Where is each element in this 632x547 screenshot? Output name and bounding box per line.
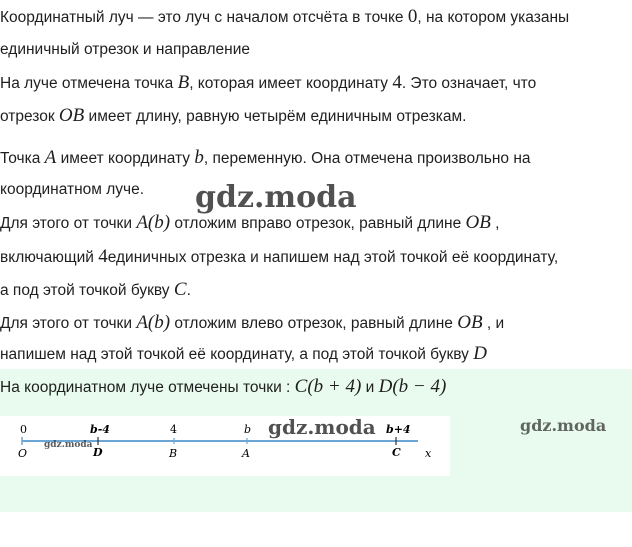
text-line-2: единичный отрезок и направление	[0, 41, 251, 58]
watermark-logo: gdz.moda	[520, 416, 607, 435]
text-line-11: напишем над этой точкой её координату, а под этой точкой букву D	[0, 343, 487, 364]
text-line-1: Координатный луч — это луч с началом отсчёта в точке 0, на котором указаны	[0, 6, 570, 27]
label-B: B	[169, 447, 178, 460]
text-line-10: Для этого от точки A(b) отложим влево отрезок, равный длине OB , и	[0, 312, 505, 333]
text-line-12: На координатном луче отмечены точки : C(b + 4) и D(b − 4)	[0, 376, 447, 397]
label-b-plus-4: b+4	[386, 423, 411, 436]
text-line-8: включающий 4единичных отрезка и напишем над этой точкой её координату,	[0, 246, 559, 267]
text-line-7: Для этого от точки A(b) отложим вправо отрезок, равный длине OB ,	[0, 212, 500, 233]
text-line-6: координатном луче.	[0, 181, 145, 198]
watermark-logo: gdz.moda	[44, 440, 93, 450]
label-b-minus-4: b-4	[90, 423, 110, 436]
label-b: b	[244, 423, 252, 436]
label-C: C	[392, 446, 401, 459]
label-4: 4	[170, 423, 177, 436]
text-line-9: а под этой точкой букву C.	[0, 279, 191, 300]
label-D: D	[93, 446, 103, 459]
label-O: O	[18, 447, 28, 460]
text-line-5: Точка A имеет координату b, переменную. Она отмечена произвольно на	[0, 147, 531, 168]
text-line-3: На луче отмечена точка B, которая имеет координату 4. Это означает, что	[0, 72, 537, 93]
label-A: A	[242, 447, 250, 460]
text-line-4: отрезок OB имеет длину, равную четырём единичным отрезкам.	[0, 105, 467, 126]
watermark-logo: gdz.moda	[268, 415, 376, 439]
watermark-logo: gdz.moda	[195, 180, 357, 215]
label-0: 0	[20, 423, 27, 436]
label-x: x	[425, 447, 432, 460]
